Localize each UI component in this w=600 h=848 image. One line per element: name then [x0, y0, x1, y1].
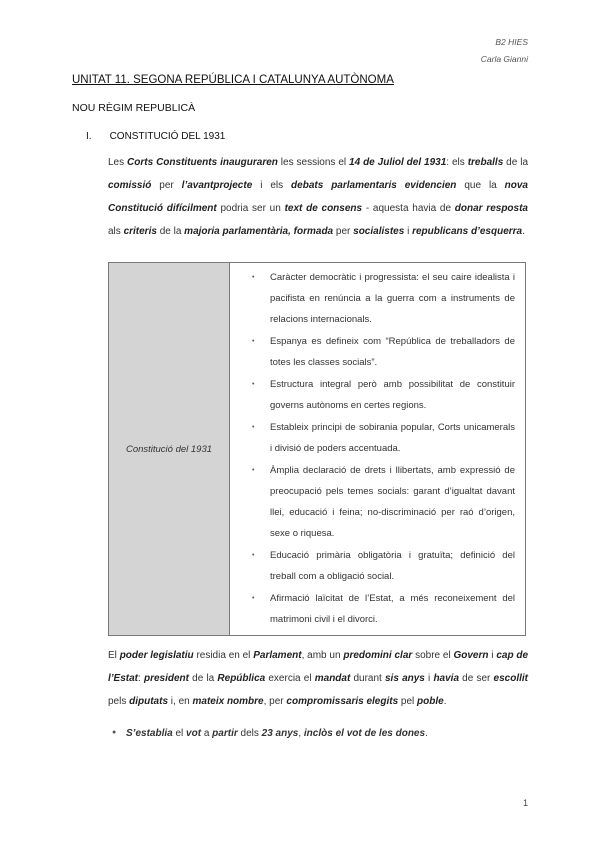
document-header [481, 34, 528, 68]
constitution-label: Constitució del 1931 [125, 443, 213, 455]
page-number: 1 [522, 798, 528, 808]
subsection-heading [86, 131, 225, 142]
subsection-title: CONSTITUCIÓ DEL 1931 [109, 131, 226, 142]
feature-item: • Estructura integral però amb possibilitat de constituir governs autònoms en certes regions. [270, 374, 515, 416]
power-paragraph: El poder legislatiu residia en el Parlament, amb un predomini clar sobre el Govern i cap de l’Estat: president de la República exercia el mandat durant sis anys i havia de ser escollit pels diputats i, en mateix nombre, per compromissaris elegits pel poble. [108, 650, 529, 707]
features-list [252, 267, 515, 630]
feature-item: • Caràcter democràtic i progressista: el seu caire idealista i pacifista en renúncia a la guerra com a instruments de relacions internacionals. [270, 267, 515, 330]
constitution-table [108, 262, 526, 636]
feature-item: • Educació primària obligatòria i gratuïta; definició del treball com a obligació social. [270, 545, 515, 587]
feature-item: • Afirmació laïcitat de l’Estat, a més reconeixement del matrimoni civil i el divorci. [270, 588, 515, 630]
constitution-features-cell [230, 263, 526, 636]
section-title: NOU RÈGIM REPUBLICÀ [72, 102, 196, 114]
intro-paragraph: Les Corts Constituents inauguraren les sessions el 14 de Juliol del 1931: els treballs de la comissió per l’avantprojecte i els debats parlamentaris evidencien que la nova Constitució difícilment podria ser un text de consens - aquesta havia de donar resposta als criteris de la majoria parlamentària, formada per socialistes i republicans d’esquerra. [108, 157, 528, 237]
author-name: Carla Gianni [480, 54, 528, 64]
vote-bullet: ● S’establia el vot a partir dels 23 anys, inclòs el vot de les dones. [112, 728, 428, 739]
feature-item: • Estableix principi de sobirania popular, Corts unicamerals i divisió de poders accentuada. [270, 417, 515, 459]
unit-title: UNITAT 11. SEGONA REPÚBLICA I CATALUNYA AUTÒNOMA [72, 74, 394, 86]
feature-item: • Espanya es defineix com “República de treballadors de totes les classes socials”. [270, 331, 515, 373]
bullet-icon: ● [112, 729, 117, 736]
subsection-number: I. [86, 131, 92, 142]
constitution-label-cell [109, 263, 230, 636]
feature-item: • Àmplia declaració de drets i llibertats, amb expressió de preocupació pels temes socials: garant d’igualtat davant llei, educació i feina; no-discriminació per raó d’origen, sexe o riquesa. [270, 460, 515, 544]
class-code: B2 HIES [495, 37, 528, 47]
